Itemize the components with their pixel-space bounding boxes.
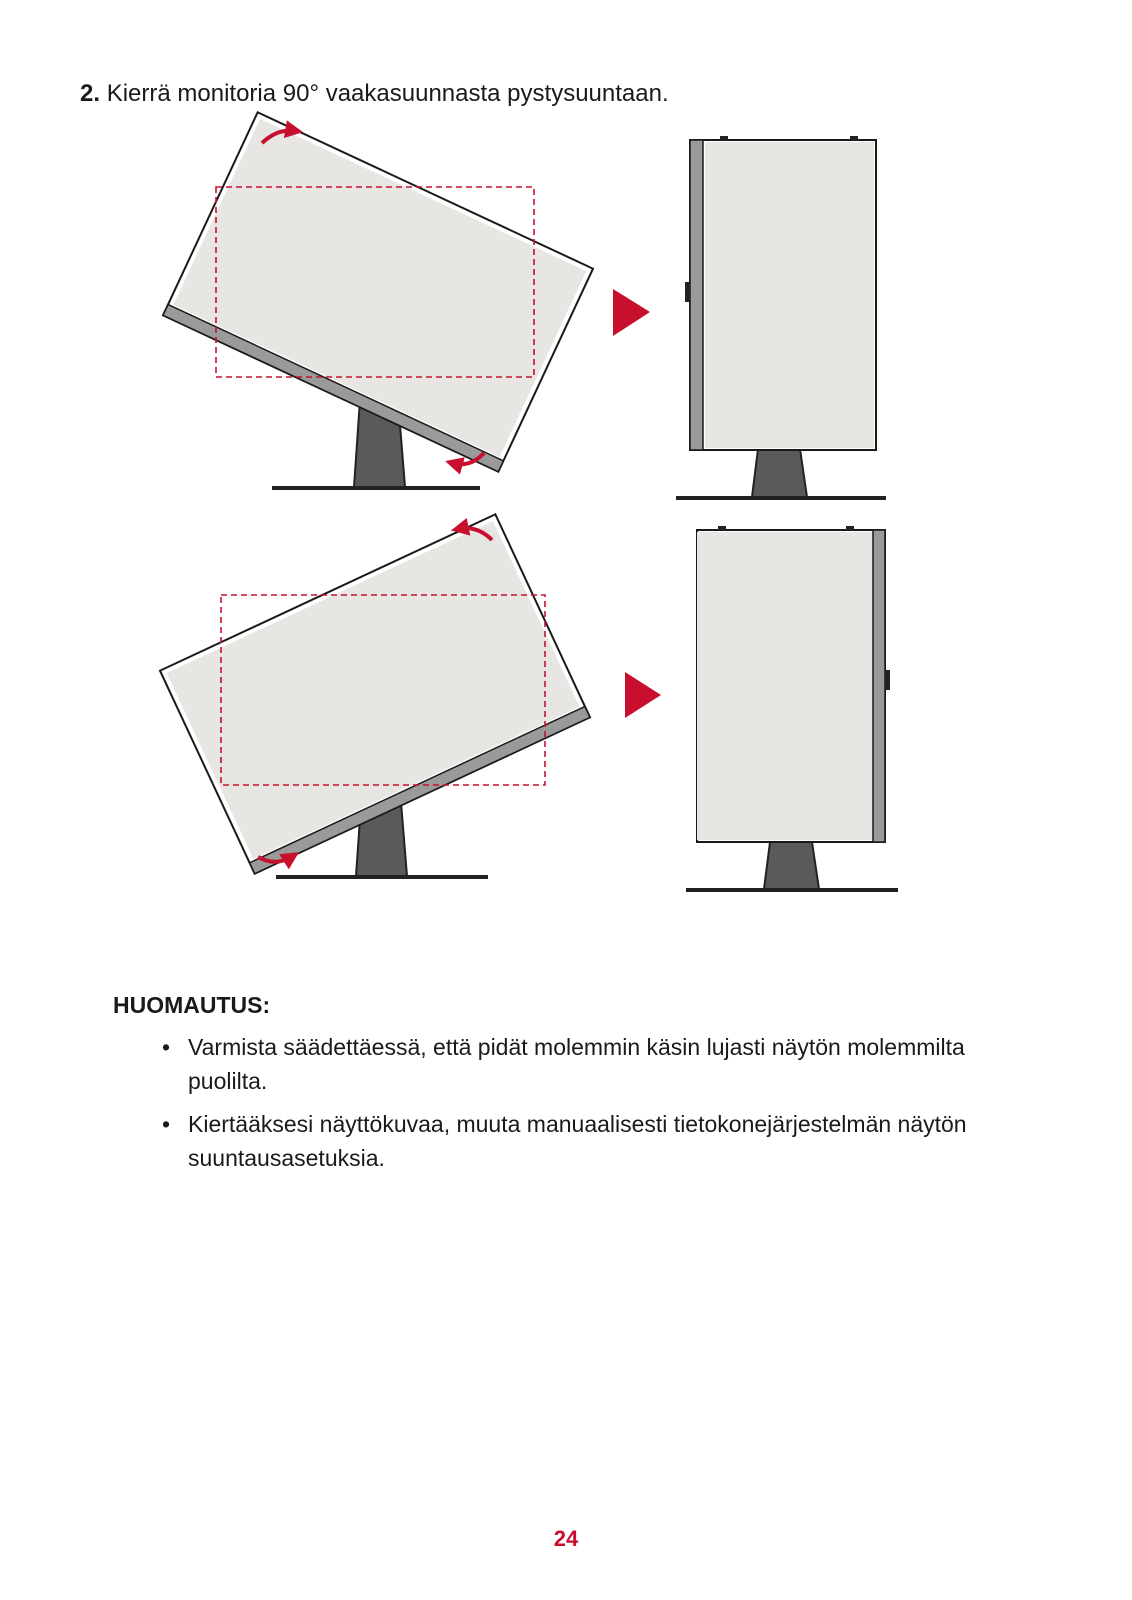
note-item-text: Kiertääksesi näyttökuvaa, muuta manuaalisesti tietokonejärjestelmän näytön suuntausasetuksia. [188,1111,967,1171]
monitor-portrait-result-1 [676,136,886,500]
next-step-triangle-icon [625,672,661,718]
monitor-rotating-counterclockwise [160,514,590,879]
note-item [160,1107,1010,1175]
page-number: 24 [553,1526,579,1551]
monitor-rotating-clockwise [163,112,593,490]
note-list [160,1030,1010,1184]
note-item [160,1030,1010,1098]
note-title: HUOMAUTUS: [113,992,271,1018]
bullet-icon: • [162,1111,171,1137]
next-step-triangle-icon [613,289,650,336]
step-text: Kierrä monitoria 90° vaakasuunnasta pystysuuntaan. [106,80,669,107]
step-number: 2. [80,80,101,107]
monitor-portrait-result-2 [686,526,898,892]
bullet-icon: • [162,1034,171,1060]
note-item-text: Varmista säädettäessä, että pidät molemmin käsin lujasti näytön molemmilta puolilta. [188,1034,965,1094]
